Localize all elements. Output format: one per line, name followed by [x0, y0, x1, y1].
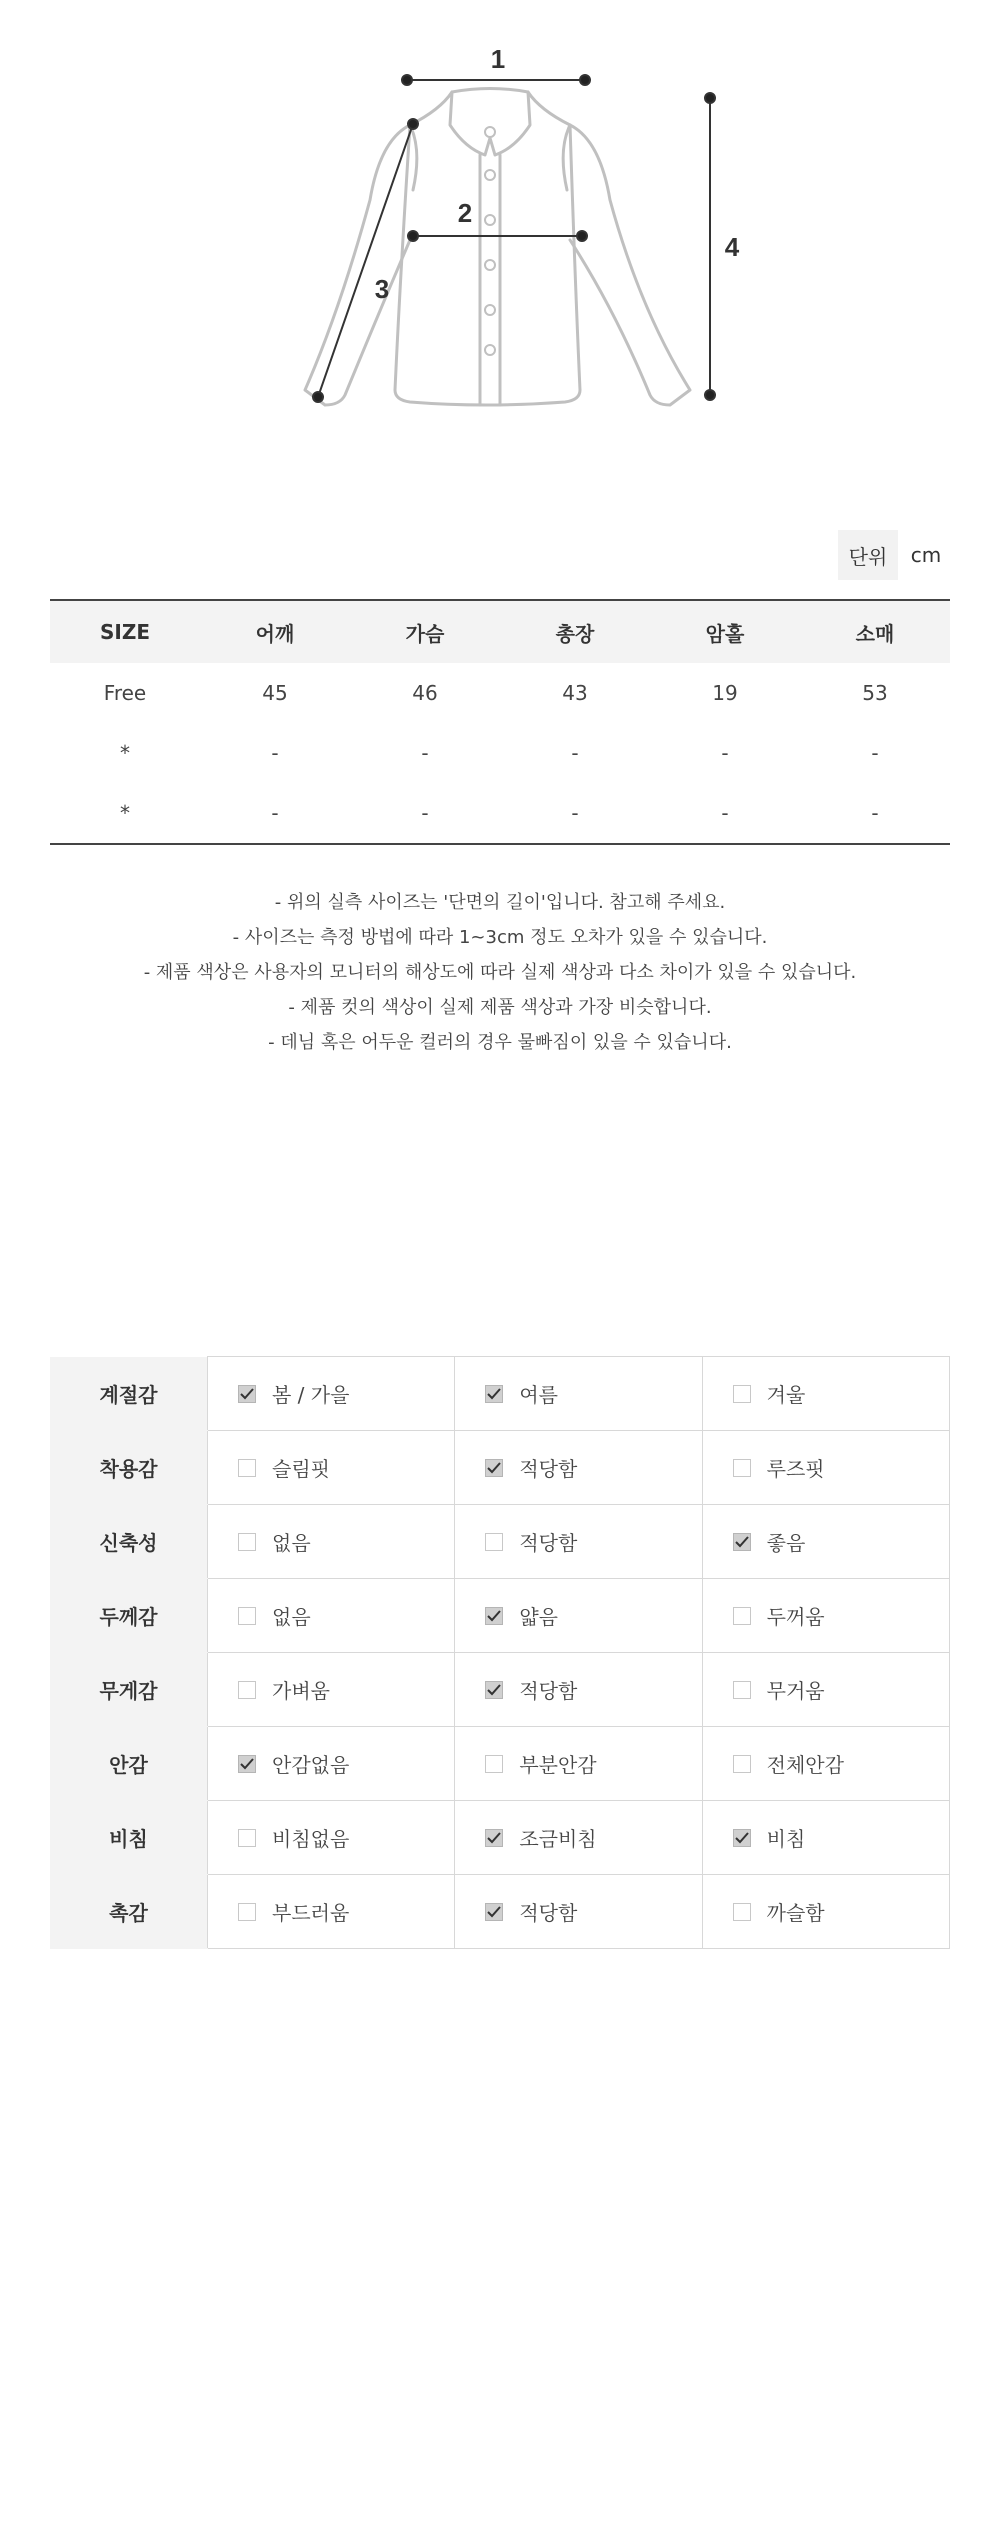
attribute-option: [208, 1431, 455, 1505]
option-label: 적당함: [519, 1531, 578, 1555]
option-label: 부드러움: [272, 1901, 350, 1925]
attribute-row: [50, 1431, 950, 1505]
table-cell: -: [421, 741, 429, 765]
table-cell: -: [871, 741, 879, 765]
attribute-name: 신축성: [50, 1505, 208, 1579]
attribute-name: 안감: [50, 1727, 208, 1801]
option-label: 가벼움: [272, 1679, 330, 1703]
size-diagram: [280, 30, 760, 430]
option-label: 비침: [766, 1827, 806, 1851]
option-item: [485, 1453, 700, 1482]
note-line: - 제품 컷의 색상이 실제 제품 색상과 가장 비슷합니다.: [288, 997, 712, 1018]
attribute-row: [50, 1357, 950, 1431]
size-notes: [50, 885, 950, 1060]
attribute-option: [208, 1357, 455, 1431]
attribute-option: [702, 1579, 949, 1653]
measure-label-4: 4: [724, 232, 740, 262]
checkbox-checked-icon: [485, 1829, 503, 1847]
option-item: [485, 1601, 700, 1630]
note-line: - 사이즈는 측정 방법에 따라 1~3cm 정도 오차가 있을 수 있습니다.: [232, 927, 768, 948]
unit-indicator: [838, 530, 954, 580]
attribute-option: [208, 1801, 455, 1875]
table-cell: 53: [862, 681, 888, 705]
checkbox-checked-icon: [485, 1459, 503, 1477]
option-item: [238, 1675, 453, 1704]
option-label: 루즈핏: [766, 1457, 825, 1481]
checkbox-empty-icon: [733, 1681, 751, 1699]
attribute-option: [208, 1505, 455, 1579]
option-label: 슬림핏: [272, 1457, 330, 1481]
table-cell: -: [500, 783, 650, 844]
fabric-attribute-table: [50, 1356, 950, 1949]
checkbox-checked-icon: [485, 1903, 503, 1921]
option-item: [238, 1897, 453, 1926]
checkbox-empty-icon: [733, 1385, 751, 1403]
attribute-option: [702, 1727, 949, 1801]
option-label: 얇음: [519, 1605, 558, 1629]
option-item: [733, 1379, 948, 1408]
checkbox-empty-icon: [238, 1533, 256, 1551]
attribute-option: [208, 1727, 455, 1801]
checkbox-checked-icon: [733, 1533, 751, 1551]
option-item: [733, 1897, 948, 1926]
option-item: [485, 1897, 700, 1926]
header-cell: 어깨: [200, 600, 350, 663]
shirt-illustration: [280, 30, 760, 430]
header-cell: 소매: [800, 600, 950, 663]
note-line: - 데님 혹은 어두운 컬러의 경우 물빠짐이 있을 수 있습니다.: [268, 1032, 732, 1053]
option-label: 까슬함: [766, 1901, 825, 1925]
header-cell: SIZE: [50, 600, 200, 663]
unit-value: cm: [910, 543, 942, 567]
attribute-row: [50, 1653, 950, 1727]
attribute-option: [702, 1653, 949, 1727]
attribute-name: 비침: [50, 1801, 208, 1875]
option-item: [485, 1749, 700, 1778]
table-row: [50, 783, 950, 844]
option-item: [238, 1823, 453, 1852]
option-label: 부분안감: [519, 1753, 597, 1777]
checkbox-checked-icon: [485, 1607, 503, 1625]
attribute-option: [455, 1727, 702, 1801]
option-item: [485, 1379, 700, 1408]
attribute-name: 두께감: [50, 1579, 208, 1653]
sleeve-measure-line: [318, 124, 413, 397]
attribute-option: [208, 1579, 455, 1653]
option-item: [485, 1675, 700, 1704]
measure-label-3: 3: [374, 274, 390, 304]
attribute-option: [455, 1431, 702, 1505]
option-label: 적당함: [519, 1679, 578, 1703]
table-cell: -: [350, 783, 500, 844]
option-label: 조금비침: [519, 1827, 597, 1851]
checkbox-checked-icon: [485, 1385, 503, 1403]
checkbox-empty-icon: [485, 1533, 503, 1551]
note-line: - 제품 색상은 사용자의 모니터의 해상도에 따라 실제 색상과 다소 차이가 있을 수 있습니다.: [143, 962, 857, 983]
attribute-name: 착용감: [50, 1431, 208, 1505]
attribute-name: 계절감: [50, 1357, 208, 1431]
option-item: [733, 1823, 948, 1852]
attribute-row: [50, 1875, 950, 1949]
option-item: [238, 1601, 453, 1630]
attribute-option: [208, 1875, 455, 1949]
attribute-row: [50, 1505, 950, 1579]
table-cell: -: [200, 783, 350, 844]
option-label: 적당함: [519, 1901, 578, 1925]
table-cell: -: [650, 783, 800, 844]
option-item: [238, 1379, 453, 1408]
checkbox-empty-icon: [238, 1607, 256, 1625]
header-cell: 암홀: [650, 600, 800, 663]
option-label: 좋음: [766, 1531, 806, 1555]
attribute-option: [702, 1431, 949, 1505]
option-label: 봄 / 가을: [272, 1383, 350, 1407]
header-cell: 총장: [500, 600, 650, 663]
option-label: 비침없음: [272, 1827, 350, 1851]
option-item: [238, 1527, 453, 1556]
attribute-name: 촉감: [50, 1875, 208, 1949]
table-cell: -: [271, 741, 279, 765]
unit-label: 단위: [838, 530, 898, 580]
attribute-option: [455, 1875, 702, 1949]
checkbox-checked-icon: [485, 1681, 503, 1699]
attribute-option: [455, 1801, 702, 1875]
option-label: 무거움: [766, 1679, 825, 1703]
checkbox-checked-icon: [238, 1755, 256, 1773]
option-item: [238, 1453, 453, 1482]
attribute-option: [702, 1801, 949, 1875]
option-label: 적당함: [519, 1457, 578, 1481]
attribute-option: [702, 1505, 949, 1579]
attribute-option: [455, 1579, 702, 1653]
option-label: 여름: [519, 1383, 558, 1407]
table-cell: *: [120, 741, 130, 765]
table-row: [50, 723, 950, 783]
option-item: [733, 1601, 948, 1630]
measure-label-2: 2: [457, 198, 473, 228]
attribute-name: 무게감: [50, 1653, 208, 1727]
checkbox-empty-icon: [733, 1755, 751, 1773]
checkbox-empty-icon: [733, 1459, 751, 1477]
attribute-option: [702, 1875, 949, 1949]
table-cell: -: [571, 741, 579, 765]
table-cell: 45: [262, 681, 288, 705]
attribute-row: [50, 1801, 950, 1875]
table-cell: Free: [103, 681, 147, 705]
checkbox-empty-icon: [485, 1755, 503, 1773]
attribute-row: [50, 1727, 950, 1801]
option-label: 전체안감: [766, 1753, 844, 1777]
checkbox-empty-icon: [238, 1829, 256, 1847]
option-item: [485, 1527, 700, 1556]
option-item: [485, 1823, 700, 1852]
attribute-option: [455, 1653, 702, 1727]
table-cell: 43: [562, 681, 588, 705]
checkbox-empty-icon: [238, 1681, 256, 1699]
option-label: 안감없음: [272, 1753, 350, 1777]
table-cell: -: [721, 741, 729, 765]
table-cell: 19: [712, 681, 738, 705]
option-label: 없음: [272, 1531, 311, 1555]
table-cell: 46: [412, 681, 438, 705]
checkbox-empty-icon: [733, 1607, 751, 1625]
attribute-option: [455, 1505, 702, 1579]
attribute-row: [50, 1579, 950, 1653]
table-cell: *: [50, 783, 200, 844]
size-table-header: [50, 600, 950, 663]
checkbox-empty-icon: [733, 1903, 751, 1921]
checkbox-empty-icon: [238, 1903, 256, 1921]
measure-label-1: 1: [490, 44, 506, 74]
size-table: [50, 599, 950, 845]
header-cell: 가슴: [350, 600, 500, 663]
note-line: - 위의 실측 사이즈는 '단면의 길이'입니다. 참고해 주세요.: [274, 892, 726, 913]
option-label: 겨울: [766, 1383, 806, 1407]
option-item: [733, 1453, 948, 1482]
attribute-option: [455, 1357, 702, 1431]
attribute-option: [208, 1653, 455, 1727]
checkbox-checked-icon: [733, 1829, 751, 1847]
option-item: [733, 1527, 948, 1556]
option-item: [733, 1749, 948, 1778]
checkbox-checked-icon: [238, 1385, 256, 1403]
table-row: [50, 663, 950, 723]
option-item: [238, 1749, 453, 1778]
option-item: [733, 1675, 948, 1704]
attribute-option: [702, 1357, 949, 1431]
checkbox-empty-icon: [238, 1459, 256, 1477]
option-label: 두꺼움: [766, 1605, 825, 1629]
option-label: 없음: [272, 1605, 311, 1629]
table-cell: -: [800, 783, 950, 844]
